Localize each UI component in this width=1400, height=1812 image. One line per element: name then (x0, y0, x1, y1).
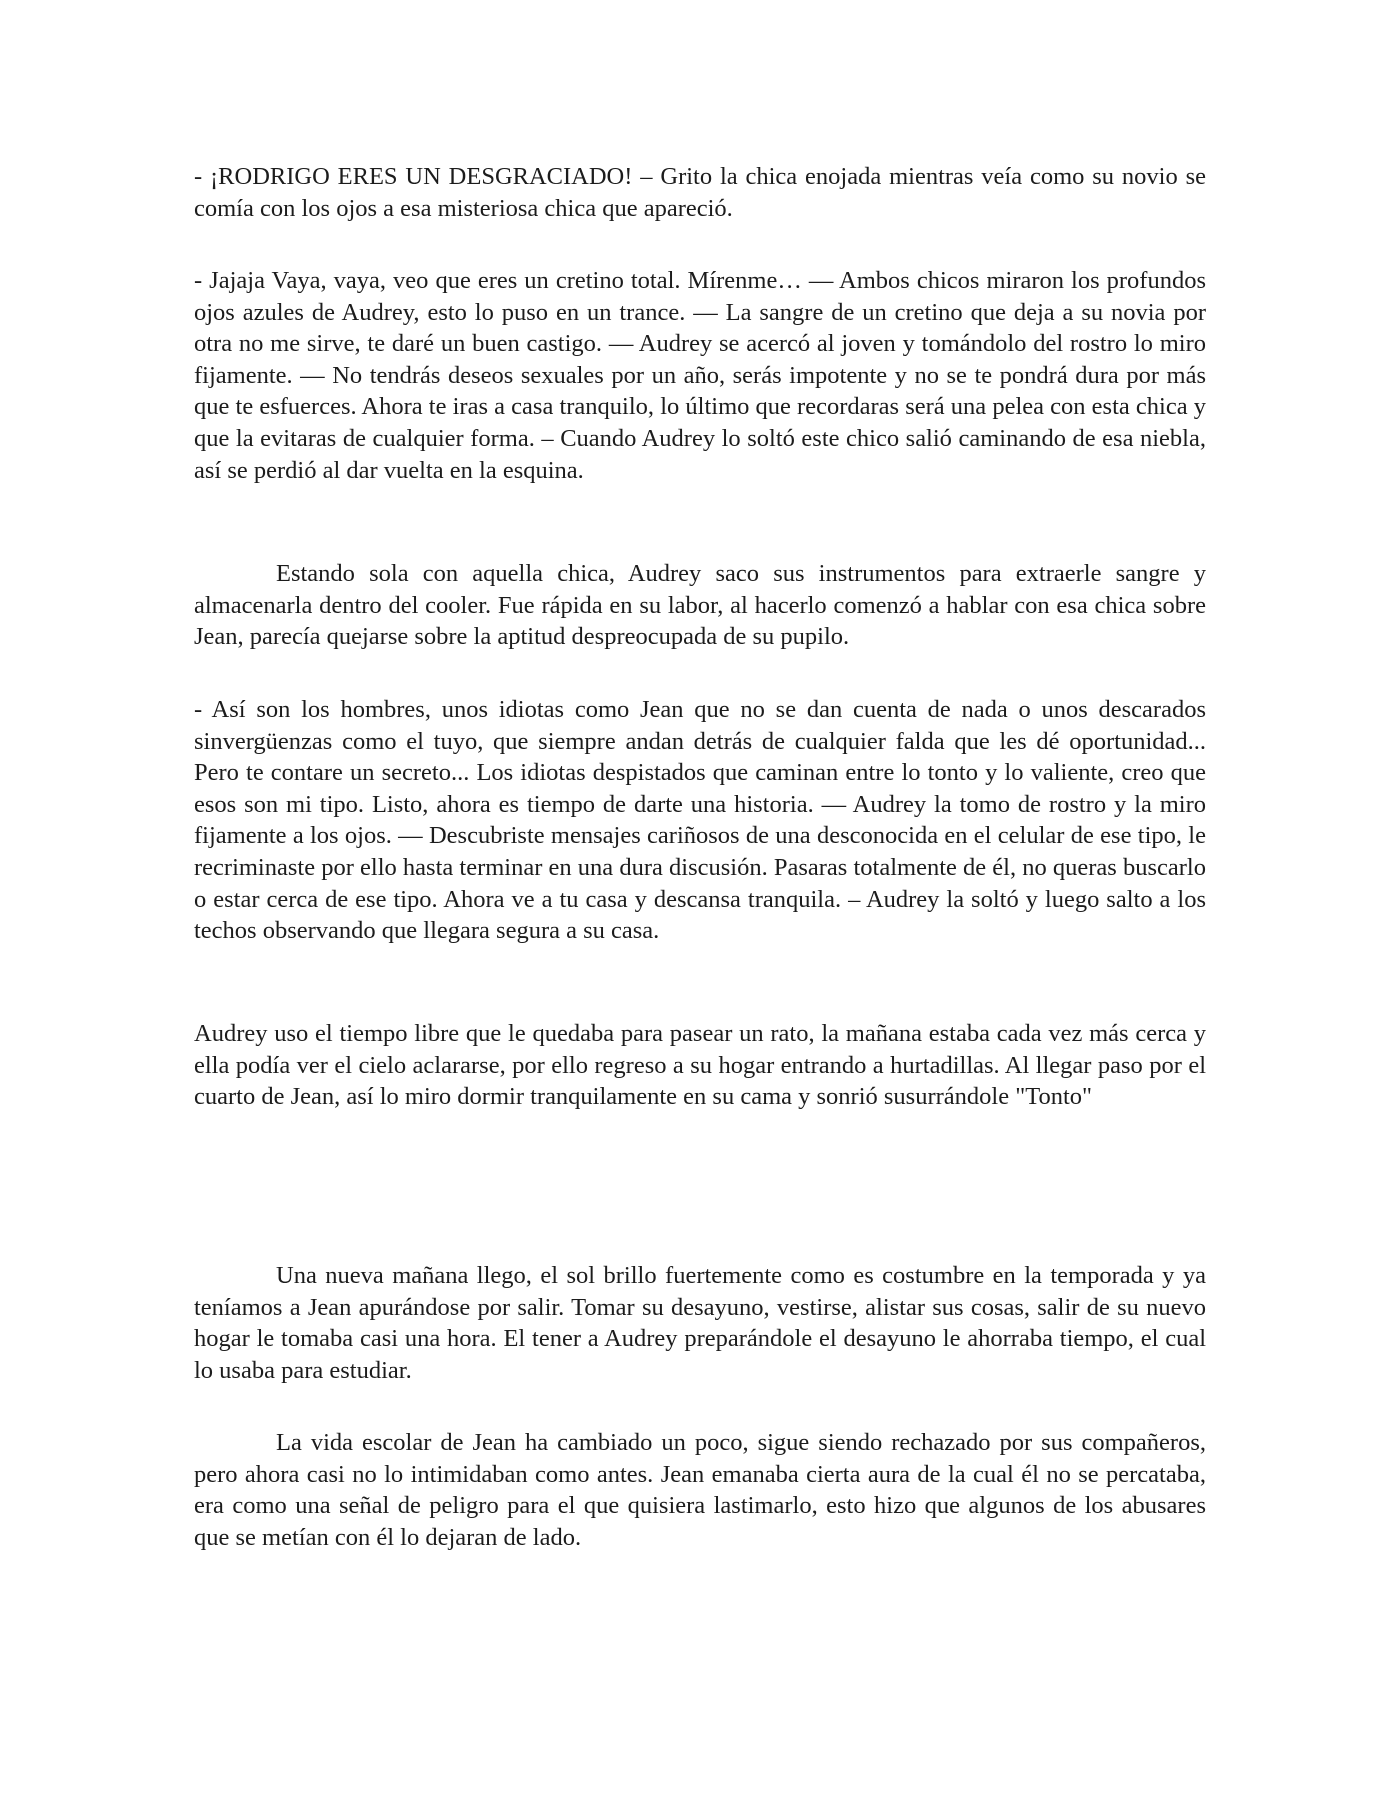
paragraph-4: - Así son los hombres, unos idiotas como Jean que no se dan cuenta de nada o unos descarados sinvergüenzas como el tuyo, que siempre andan detrás de cualquier falda que les dé oportunidad... Pero te contare un secreto... Los idiotas despistados que caminan entre lo tonto y lo valiente, creo que esos son mi tipo. Listo, ahora es tiempo de darte una historia. — Audrey la tomo de rostro y la miro fijamente a los ojos. — Descubriste mensajes cariñosos de una desconocida en el celular de ese tipo, le recriminaste por ello hasta terminar en una dura discusión. Pasaras totalmente de él, no queras buscarlo o estar cerca de ese tipo. Ahora ve a tu casa y descansa tranquila. – Audrey la soltó y luego salto a los techos observando que llegara segura a su casa. (194, 696, 1206, 945)
paragraph-2: - Jajaja Vaya, vaya, veo que eres un cretino total. Mírenme… — Ambos chicos miraron los profundos ojos azules de Audrey, esto lo puso en un trance. — La sangre de un cretino que deja a su novia por otra no me sirve, te daré un buen castigo. — Audrey se acercó al joven y tomándolo del rostro lo miro fijamente. — No tendrás deseos sexuales por un año, serás impotente y no se te pondrá dura por más que te esfuerces. Ahora te iras a casa tranquilo, lo último que recordaras será una pelea con esta chica y que la evitaras de cualquier forma. – Cuando Audrey lo soltó este chico salió caminando de esa niebla, así se perdió al dar vuelta en la esquina. (194, 267, 1206, 484)
paragraph-6: Una nueva mañana llego, el sol brillo fuertemente como es costumbre en la temporada y ya teníamos a Jean apurándose por salir. Tomar su desayuno, vestirse, alistar sus cosas, salir de su nuevo hogar le tomaba casi una hora. El tener a Audrey preparándole el desayuno le ahorraba tiempo, el cual lo usaba para estudiar. (194, 1262, 1206, 1384)
paragraph-3: Estando sola con aquella chica, Audrey saco sus instrumentos para extraerle sangre y almacenarla dentro del cooler. Fue rápida en su labor, al hacerlo comenzó a hablar con esa chica sobre Jean, parecía quejarse sobre la aptitud despreocupada de su pupilo. (194, 560, 1206, 651)
paragraph-1: - ¡RODRIGO ERES UN DESGRACIADO! – Grito la chica enojada mientras veía como su novio se comía con los ojos a esa misteriosa chica que apareció. (194, 163, 1206, 222)
paragraph-7: La vida escolar de Jean ha cambiado un poco, sigue siendo rechazado por sus compañeros, pero ahora casi no lo intimidaban como antes. Jean emanaba cierta aura de la cual él no se percataba, era como una señal de peligro para el que quisiera lastimarlo, esto hizo que algunos de los abusares que se metían con él lo dejaran de lado. (194, 1429, 1206, 1551)
paragraph-5: Audrey uso el tiempo libre que le quedaba para pasear un rato, la mañana estaba cada vez más cerca y ella podía ver el cielo aclararse, por ello regreso a su hogar entrando a hurtadillas. Al llegar paso por el cuarto de Jean, así lo miro dormir tranquilamente en su cama y sonrió susurrándole "Tonto" (194, 1020, 1206, 1111)
